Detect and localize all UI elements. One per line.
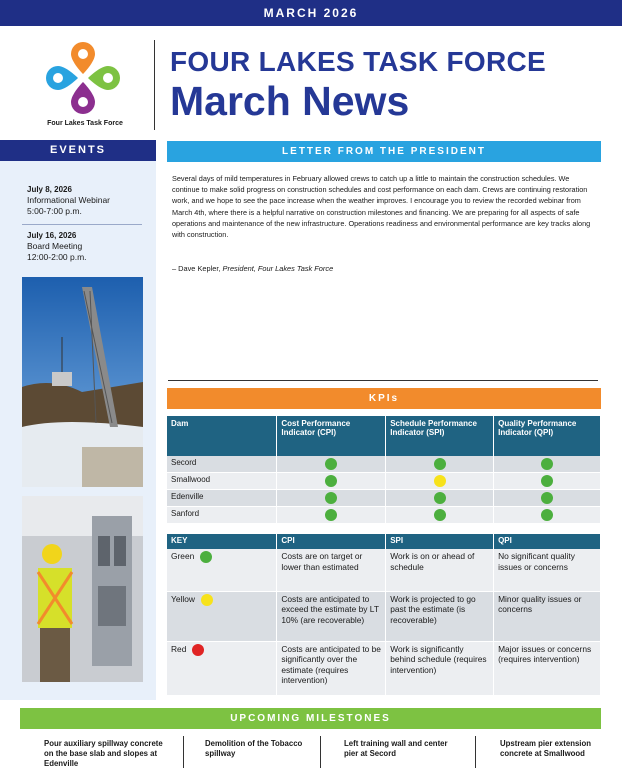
status-dot-icon <box>541 475 553 487</box>
key-cpi: Costs are anticipated to exceed the estimate by LT 10% (are recoverable) <box>277 591 386 641</box>
logo <box>30 38 140 138</box>
status-dot-icon <box>541 458 553 470</box>
issue-banner: MARCH 2026 <box>0 0 622 26</box>
signoff-name: – Dave Kepler, <box>172 264 223 273</box>
table-row <box>167 591 601 641</box>
kpi-col-dam: Dam <box>167 416 277 456</box>
org-title: FOUR LAKES TASK FORCE <box>170 46 547 77</box>
table-row <box>167 549 601 591</box>
event-item <box>27 184 110 217</box>
event-date: July 8, 2026 <box>27 185 72 194</box>
key-col-qpi: QPI <box>494 534 601 549</box>
status-dot-icon <box>201 594 213 606</box>
table-row <box>167 456 601 473</box>
letter-body: Several days of mild temperatures in February allowed crews to catch up a little to maintain the construction schedules. We continue to make solid progress on construction schedules and cost performance on each dam. Crews are continuing restoration work, and we hope to see the pace increase when the weather improves. I encourage you to review the recorded webinar from March 4th, where there is a helpful narrative on construction milestones and financing. We are preparing for all aspects of safe operations and maintenance of the new infrastructure. Operations readiness and environmental performance are key tracks along with construction. <box>172 174 591 240</box>
status-dot-icon <box>192 644 204 656</box>
status-dot-icon <box>541 492 553 504</box>
letter-signoff <box>172 264 333 273</box>
table-row <box>167 490 601 507</box>
event-date: July 16, 2026 <box>27 231 77 240</box>
status-dot-icon <box>325 509 337 521</box>
worker-photo <box>22 496 143 682</box>
event-time: 5:00-7:00 p.m. <box>27 206 82 216</box>
milestone-divider <box>475 736 476 768</box>
key-label: Yellow <box>171 593 195 604</box>
four-lakes-logo-icon <box>38 38 128 118</box>
key-qpi: Minor quality issues or concerns <box>494 591 601 641</box>
key-cpi: Costs are anticipated to be significantly over the estimate (requires intervention) <box>277 641 386 695</box>
kpi-table <box>167 416 601 524</box>
status-dot-icon <box>434 458 446 470</box>
dam-name: Edenville <box>167 490 277 507</box>
status-dot-icon <box>325 475 337 487</box>
status-dot-icon <box>325 492 337 504</box>
key-col-cpi: CPI <box>277 534 386 549</box>
key-spi: Work is significantly behind schedule (requires intervention) <box>386 641 494 695</box>
key-cpi: Costs are on target or lower than estimated <box>277 549 386 591</box>
event-item <box>27 230 87 263</box>
kpi-col-spi: Schedule Performance Indicator (SPI) <box>386 416 494 456</box>
key-spi: Work is projected to go past the estimate (is recoverable) <box>386 591 494 641</box>
milestones-header: UPCOMING MILESTONES <box>20 708 601 729</box>
key-qpi: Major issues or concerns (requires intervention) <box>494 641 601 695</box>
dam-name: Secord <box>167 456 277 473</box>
signoff-title: President, Four Lakes Task Force <box>222 264 334 273</box>
key-label: Green <box>171 551 195 562</box>
key-header-row <box>167 534 601 549</box>
status-dot-icon <box>325 458 337 470</box>
kpi-header-row <box>167 416 601 456</box>
key-col-spi: SPI <box>386 534 494 549</box>
kpi-col-cpi: Cost Performance Indicator (CPI) <box>277 416 386 456</box>
key-table <box>167 534 601 696</box>
table-row <box>167 507 601 524</box>
event-name: Board Meeting <box>27 241 83 251</box>
status-dot-icon <box>541 509 553 521</box>
milestone-divider <box>320 736 321 768</box>
issue-title: March News <box>170 78 410 124</box>
milestone-item: Pour auxiliary spillway concrete on the base slab and slopes at Edenville <box>44 739 163 768</box>
key-qpi: No significant quality issues or concerns <box>494 549 601 591</box>
table-row <box>167 473 601 490</box>
dam-name: Sanford <box>167 507 277 524</box>
event-time: 12:00-2:00 p.m. <box>27 252 87 262</box>
status-dot-icon <box>200 551 212 563</box>
milestone-item: Upstream pier extension concrete at Smallwood <box>500 739 591 758</box>
event-divider <box>22 224 142 225</box>
status-dot-icon <box>434 492 446 504</box>
milestone-item: Demolition of the Tobacco spillway <box>205 739 303 758</box>
header-divider <box>154 40 155 130</box>
construction-crane-photo-icon <box>22 277 143 487</box>
letter-header: LETTER FROM THE PRESIDENT <box>167 141 601 162</box>
milestone-divider <box>183 736 184 768</box>
electrical-worker-photo-icon <box>22 496 143 682</box>
milestone-item: Left training wall and center pier at Secord <box>344 739 448 758</box>
kpi-header: KPIs <box>167 388 601 409</box>
status-dot-icon <box>434 475 446 487</box>
table-row <box>167 641 601 695</box>
crane-photo <box>22 277 143 487</box>
key-spi: Work is on or ahead of schedule <box>386 549 494 591</box>
logo-text: Four Lakes Task Force <box>47 120 123 127</box>
event-name: Informational Webinar <box>27 195 110 205</box>
section-divider <box>168 380 598 381</box>
events-header: EVENTS <box>0 140 156 161</box>
key-label: Red <box>171 643 187 654</box>
dam-name: Smallwood <box>167 473 277 490</box>
kpi-col-qpi: Quality Performance Indicator (QPI) <box>494 416 601 456</box>
status-dot-icon <box>434 509 446 521</box>
key-col-key: KEY <box>167 534 277 549</box>
